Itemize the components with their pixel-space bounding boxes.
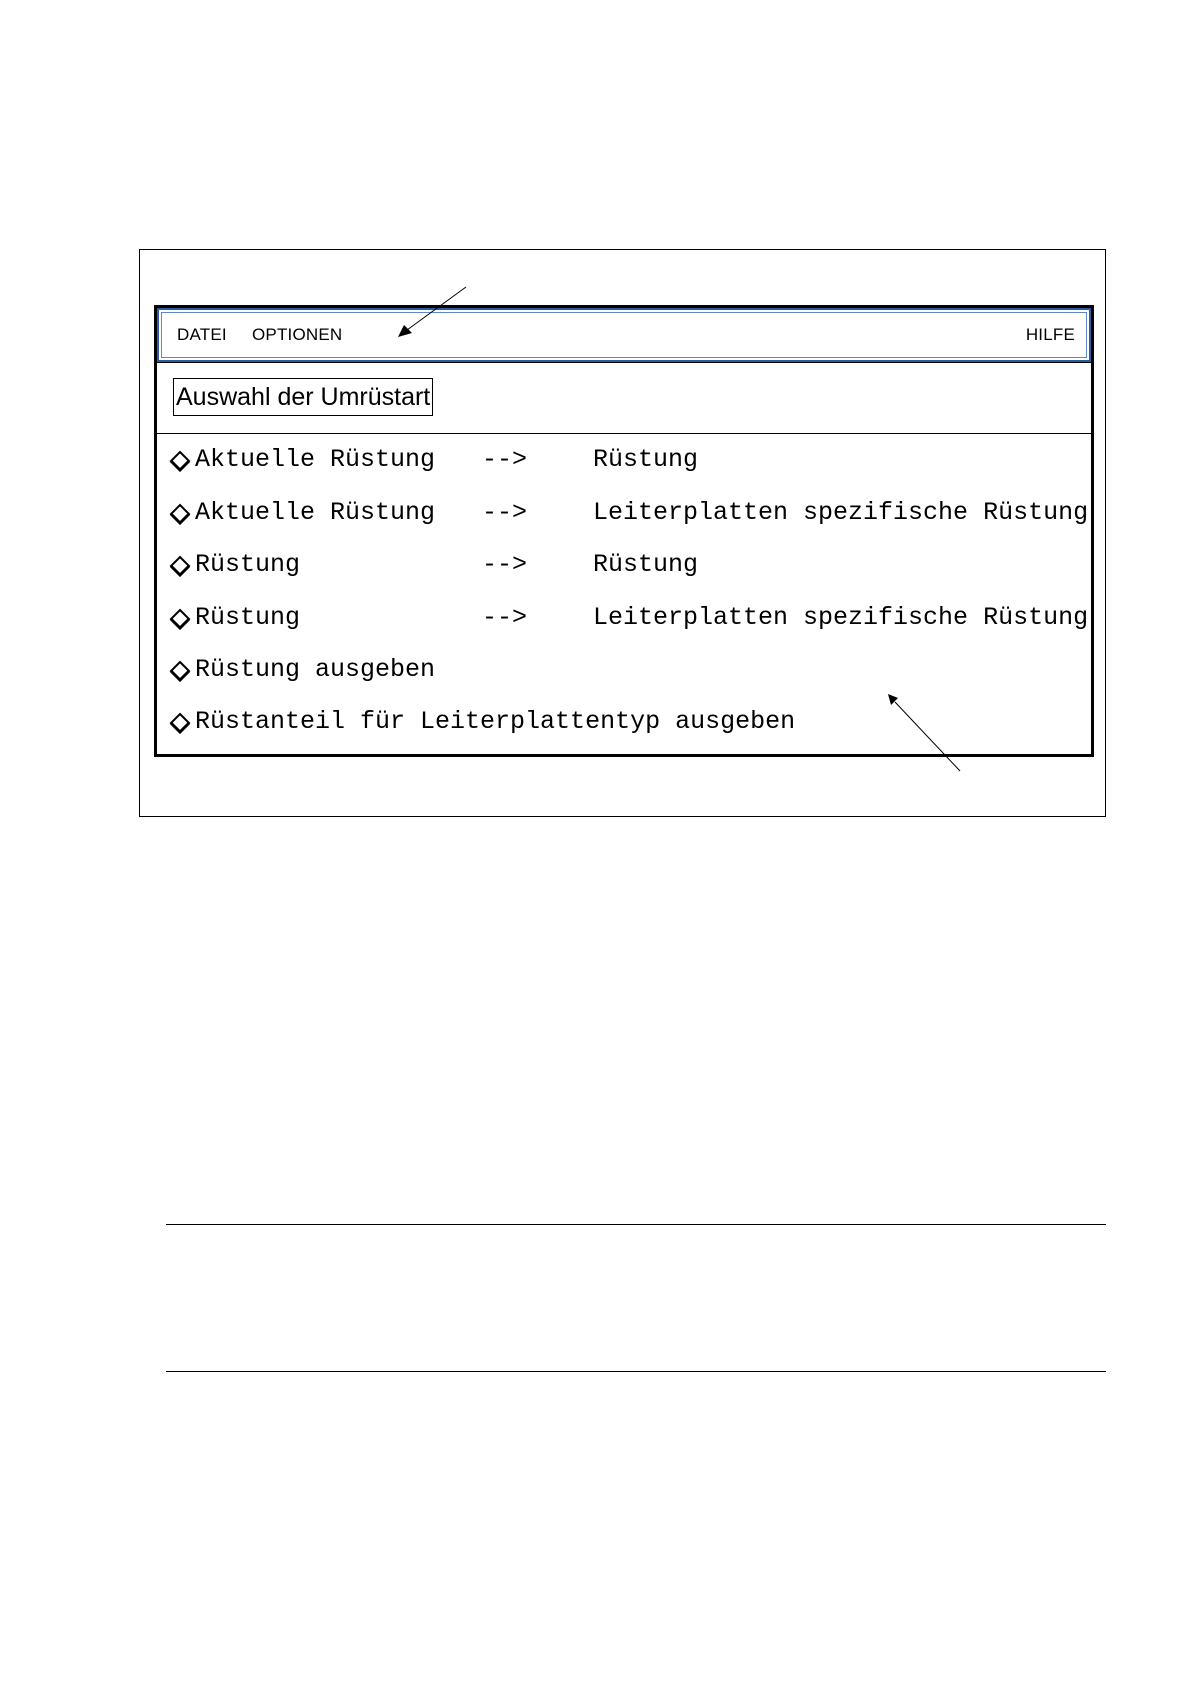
option-arrow: --> (482, 550, 528, 579)
app-window (154, 305, 1094, 757)
option-row[interactable] (169, 545, 1079, 585)
menu-optionen[interactable]: OPTIONEN (252, 325, 343, 344)
option-source: Rüstung ausgeben (195, 655, 436, 684)
radio-diamond-icon[interactable] (169, 450, 191, 472)
horizontal-rule (166, 1224, 1106, 1225)
option-row[interactable] (169, 598, 1089, 638)
option-target: Rüstung (593, 550, 699, 579)
option-arrow: --> (482, 445, 528, 474)
menubar (157, 308, 1091, 362)
option-target: Leiterplatten spezifische Rüstung (593, 498, 1089, 527)
option-target: Leiterplatten spezifische Rüstung (593, 603, 1089, 632)
menu-hilfe[interactable]: HILFE (1025, 325, 1075, 344)
option-row[interactable] (169, 493, 1089, 533)
dialog-title: Auswahl der Umrüstart (173, 378, 433, 416)
option-row[interactable] (169, 440, 1079, 480)
radio-diamond-icon[interactable] (169, 712, 191, 734)
title-section (157, 362, 1091, 434)
option-row[interactable] (169, 650, 1079, 690)
option-source: Rüstanteil für Leiterplattentyp ausgeben (195, 707, 796, 736)
radio-diamond-icon[interactable] (169, 660, 191, 682)
horizontal-rule (166, 1371, 1106, 1372)
radio-diamond-icon[interactable] (169, 608, 191, 630)
option-row[interactable] (169, 702, 1079, 742)
option-source: Rüstung (195, 603, 301, 632)
menu-datei[interactable]: DATEI (177, 325, 227, 344)
option-source: Rüstung (195, 550, 301, 579)
option-source: Aktuelle Rüstung (195, 445, 436, 474)
radio-diamond-icon[interactable] (169, 503, 191, 525)
radio-diamond-icon[interactable] (169, 555, 191, 577)
option-target: Rüstung (593, 445, 699, 474)
option-source: Aktuelle Rüstung (195, 498, 436, 527)
option-arrow: --> (482, 603, 528, 632)
option-arrow: --> (482, 498, 528, 527)
